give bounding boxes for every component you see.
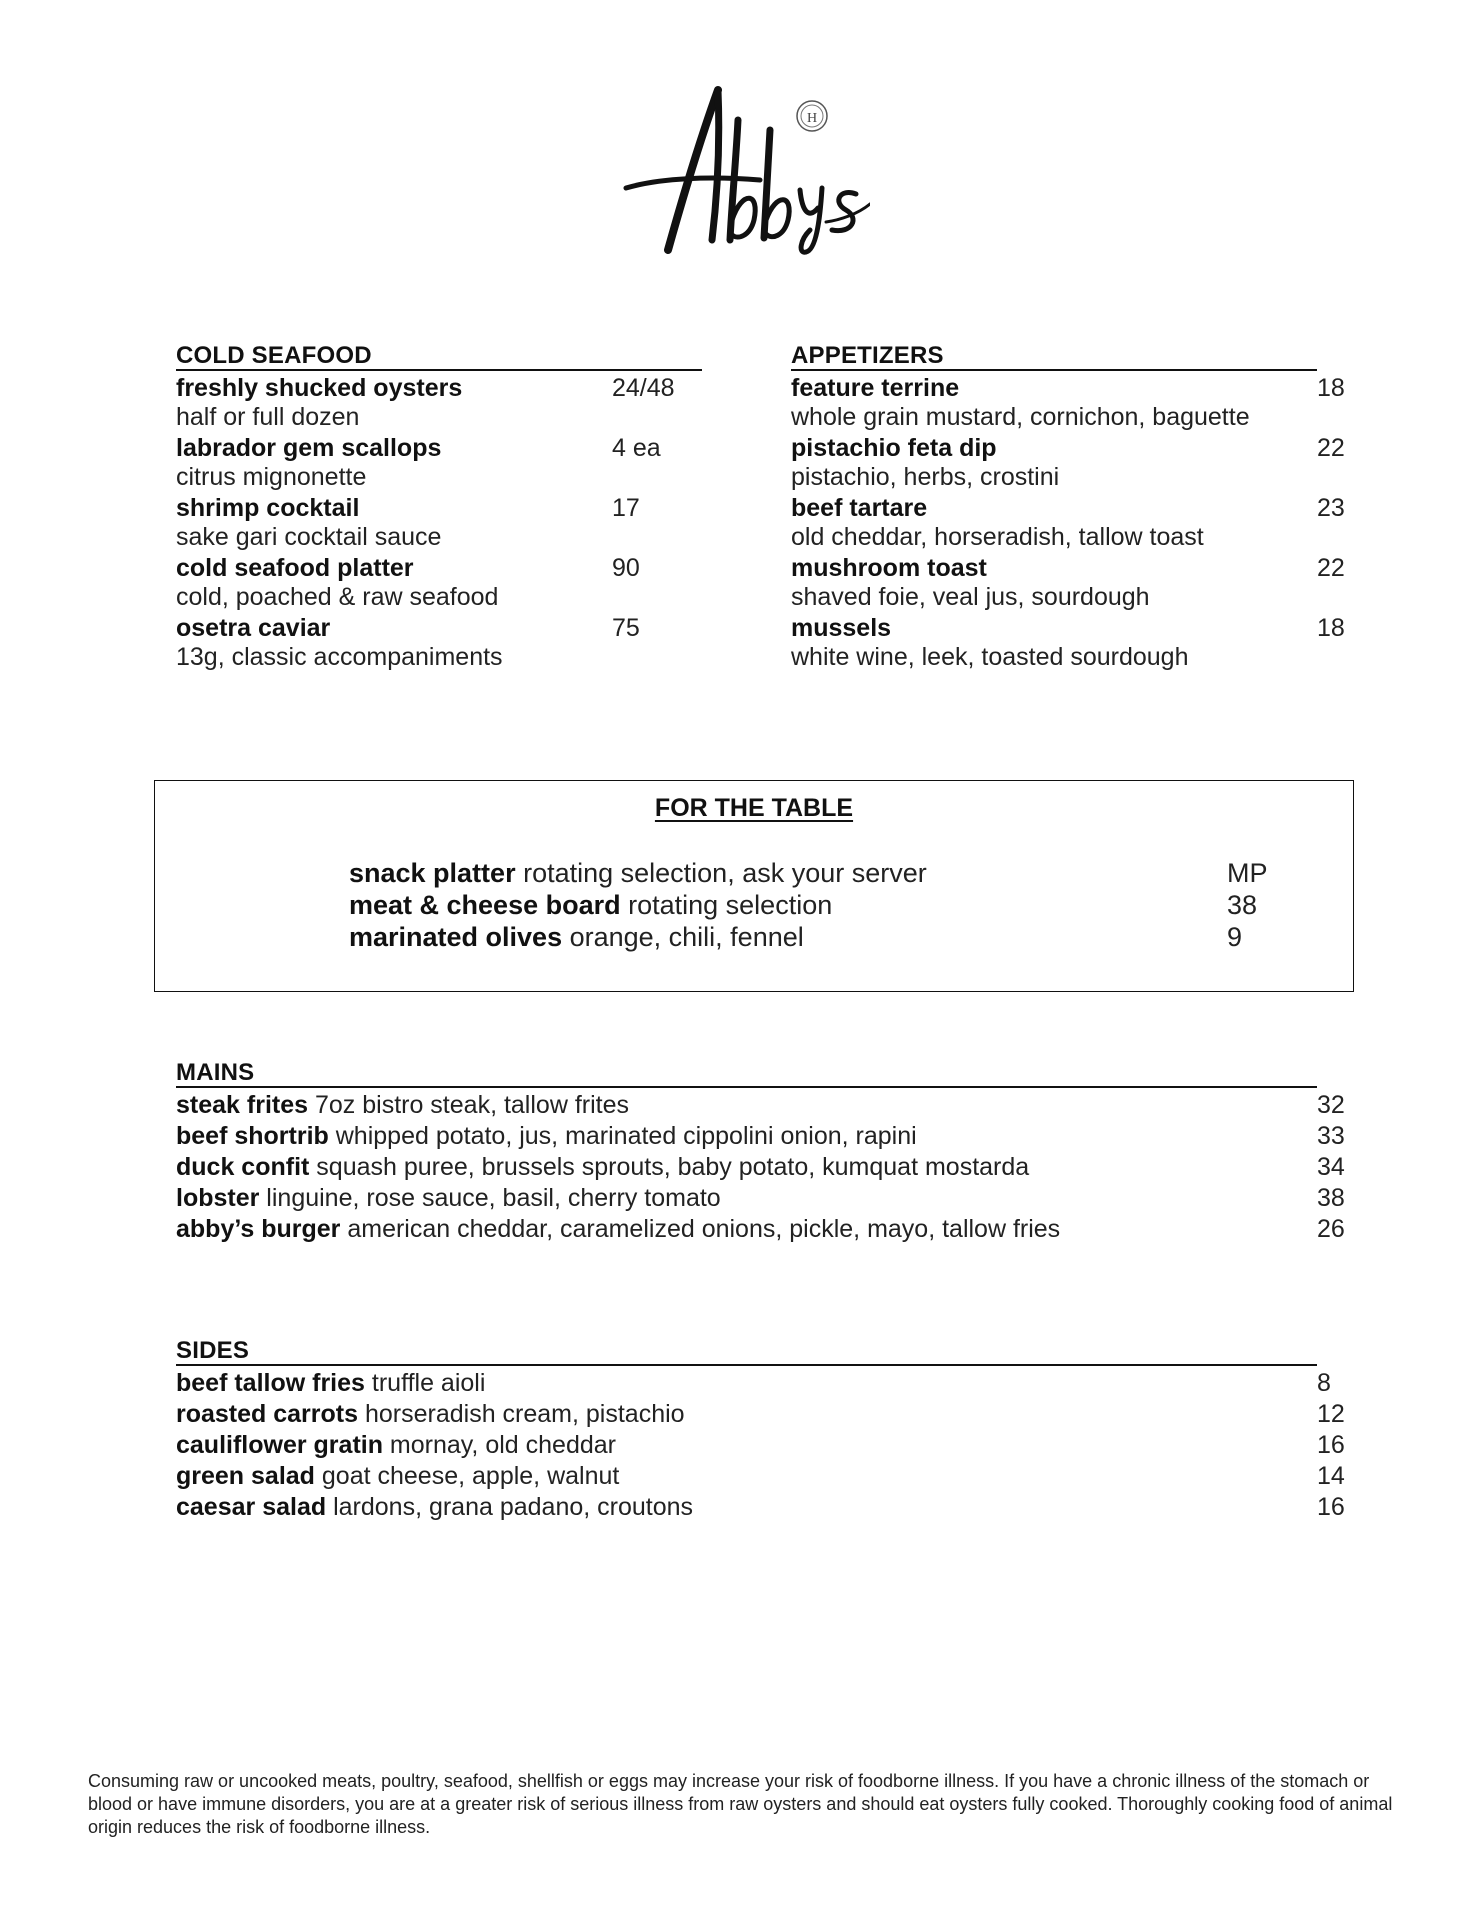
mains-item-desc: american cheddar, caramelized onions, pickle, mayo, tallow fries (340, 1215, 1061, 1243)
sides-item-name: caesar salad (176, 1493, 327, 1521)
mains-item-desc: squash puree, brussels sprouts, baby potato, kumquat mostarda (309, 1153, 1030, 1181)
for_the_table-item-price: MP (1227, 858, 1268, 888)
cold_seafood-item-desc: citrus mignonette (176, 463, 367, 491)
abbys-logo-script (620, 80, 870, 255)
mains-item-desc: linguine, rose sauce, basil, cherry tomato (259, 1184, 721, 1212)
appetizers-item-name: mussels (791, 614, 892, 642)
cold_seafood-item-desc: 13g, classic accompaniments (176, 643, 503, 671)
for_the_table-item (349, 921, 804, 953)
appetizers-item-name: beef tartare (791, 494, 928, 522)
sides-item-name: cauliflower gratin (176, 1431, 383, 1459)
svg-text:H: H (806, 111, 818, 126)
cold_seafood-item-name: shrimp cocktail (176, 494, 360, 522)
sides-item (176, 1368, 485, 1398)
brand-logo (620, 80, 870, 255)
sides-item-price: 12 (1317, 1400, 1345, 1428)
sides-item-desc: truffle aioli (364, 1369, 486, 1397)
appetizers-item-name: mushroom toast (791, 554, 987, 582)
mains-item (176, 1121, 917, 1151)
for_the_table-item (349, 889, 832, 921)
appetizers-item-price: 18 (1317, 374, 1345, 402)
sides-item-price: 14 (1317, 1462, 1345, 1490)
appetizers-item-name: feature terrine (791, 374, 960, 402)
cold_seafood-item-price: 90 (612, 554, 640, 582)
sides-item-desc: mornay, old cheddar (382, 1431, 616, 1459)
for_the_table-item-name: meat & cheese board (349, 890, 621, 920)
sides-item-desc: goat cheese, apple, walnut (314, 1462, 620, 1490)
sides-item-name: roasted carrots (176, 1400, 359, 1428)
foodborne-illness-disclaimer: Consuming raw or uncooked meats, poultry, seafood, shellfish or eggs may increase your risk of foodborne illness. If you have a chronic illness of the stomach or blood or have immune disorders, you are at a greater risk of serious illness from raw oysters and should eat oysters fully cooked. Thoroughly cooking food of animal origin reduces the risk of foodborne illness. (88, 1771, 1393, 1837)
mains-item-price: 38 (1317, 1184, 1345, 1212)
appetizers-item-desc: shaved foie, veal jus, sourdough (791, 583, 1150, 611)
for_the_table-item-name: snack platter (349, 858, 516, 888)
mains-item-price: 26 (1317, 1215, 1345, 1243)
for_the_table-item (349, 857, 927, 889)
appetizers-item-desc: whole grain mustard, cornichon, baguette (791, 403, 1250, 431)
appetizers-item-price: 23 (1317, 494, 1345, 522)
mains-item (176, 1214, 1060, 1244)
sides-item (176, 1461, 619, 1491)
mains-item (176, 1152, 1029, 1182)
appetizers-item-desc: old cheddar, horseradish, tallow toast (791, 523, 1204, 551)
cold_seafood-item-price: 24/48 (612, 374, 675, 402)
cold_seafood-item-price: 75 (612, 614, 640, 642)
sides-item-price: 16 (1317, 1431, 1345, 1459)
for-the-table-box (154, 780, 1354, 992)
sides-item (176, 1399, 685, 1429)
for_the_table-item-desc: orange, chili, fennel (562, 922, 804, 952)
for_the_table-item-desc: rotating selection, ask your server (515, 858, 927, 888)
mains-item-price: 34 (1317, 1153, 1345, 1181)
mains-item-price: 32 (1317, 1091, 1345, 1119)
sides-item-price: 8 (1317, 1369, 1331, 1397)
mains-item (176, 1183, 721, 1213)
for_the_table-item-price: 9 (1227, 922, 1243, 952)
appetizers-item-name: pistachio feta dip (791, 434, 997, 462)
for_the_table-item-desc: rotating selection (620, 890, 833, 920)
appetizers-heading: APPETIZERS (791, 343, 1317, 371)
mains-item-name: abby’s burger (176, 1215, 341, 1243)
for_the_table-item-name: marinated olives (349, 922, 563, 952)
cold_seafood-item-desc: cold, poached & raw seafood (176, 583, 499, 611)
sides-item-desc: horseradish cream, pistachio (358, 1400, 685, 1428)
appetizers-item-price: 18 (1317, 614, 1345, 642)
mains-item-name: steak frites (176, 1091, 309, 1119)
sides-heading: SIDES (176, 1338, 1317, 1366)
mains-item-name: duck confit (176, 1153, 310, 1181)
cold_seafood-item-name: cold seafood platter (176, 554, 414, 582)
cold-seafood-heading: COLD SEAFOOD (176, 343, 702, 371)
sides-item-desc: lardons, grana padano, croutons (326, 1493, 694, 1521)
mains-heading: MAINS (176, 1060, 1317, 1088)
mains-item-price: 33 (1317, 1122, 1345, 1150)
cold_seafood-item-desc: half or full dozen (176, 403, 360, 431)
cold_seafood-item-name: freshly shucked oysters (176, 374, 463, 402)
sides-item-price: 16 (1317, 1493, 1345, 1521)
cold_seafood-item-name: osetra caviar (176, 614, 331, 642)
cold_seafood-item-name: labrador gem scallops (176, 434, 442, 462)
sides-item (176, 1492, 693, 1522)
sides-item-name: green salad (176, 1462, 315, 1490)
mains-item-desc: 7oz bistro steak, tallow frites (308, 1091, 629, 1119)
cold_seafood-item-desc: sake gari cocktail sauce (176, 523, 442, 551)
sides-item (176, 1430, 616, 1460)
cold_seafood-item-price: 4 ea (612, 434, 661, 462)
cold_seafood-item-price: 17 (612, 494, 640, 522)
appetizers-item-desc: pistachio, herbs, crostini (791, 463, 1060, 491)
appetizers-item-price: 22 (1317, 554, 1345, 582)
appetizers-item-desc: white wine, leek, toasted sourdough (791, 643, 1189, 671)
for_the_table-item-price: 38 (1227, 890, 1258, 920)
appetizers-item-price: 22 (1317, 434, 1345, 462)
mains-item (176, 1090, 629, 1120)
sides-item-name: beef tallow fries (176, 1369, 365, 1397)
mains-item-name: beef shortrib (176, 1122, 329, 1150)
mains-item-name: lobster (176, 1184, 260, 1212)
mains-item-desc: whipped potato, jus, marinated cippolini onion, rapini (328, 1122, 917, 1150)
for-the-table-heading: FOR THE TABLE (654, 794, 854, 822)
